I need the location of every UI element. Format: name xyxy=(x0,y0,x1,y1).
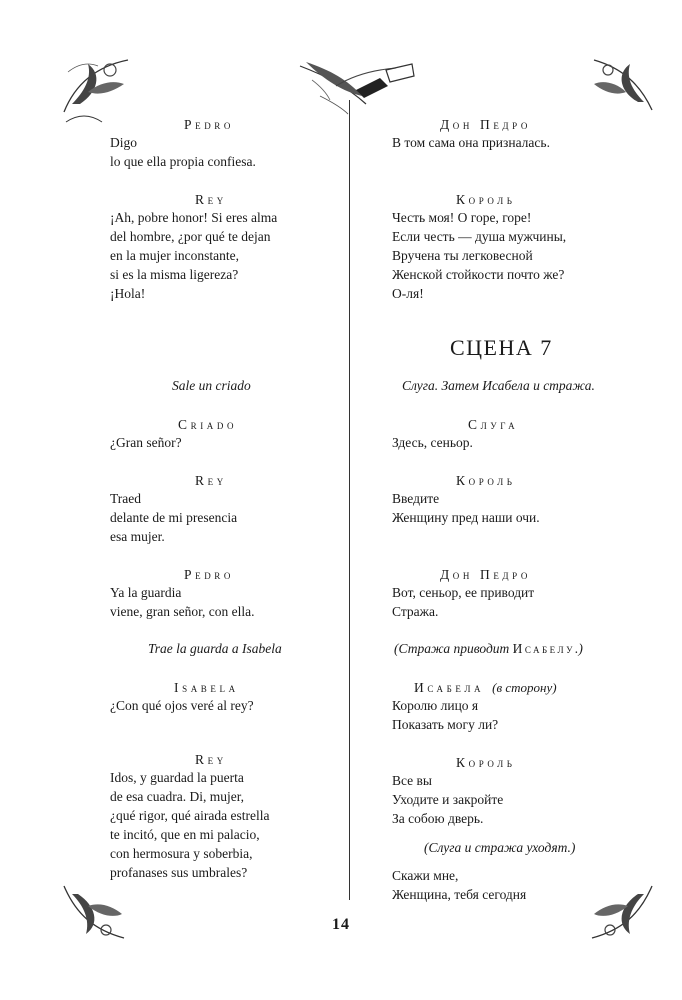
stage-text: (Стража приводит xyxy=(394,641,513,656)
speaker-name: Rey xyxy=(195,752,227,767)
verse-line: ¿qué rigor, qué airada estrella xyxy=(110,808,270,823)
speaker-name: Дон Педро xyxy=(440,117,531,132)
character-name: Исабелу xyxy=(512,641,575,656)
verse-line: В том сама она призналась. xyxy=(392,135,550,150)
speaker-name: Король xyxy=(456,755,516,770)
verse-line: Скажи мне, xyxy=(392,868,459,883)
verse-line: Ya la guardia xyxy=(110,585,182,600)
speaker-name: Дон Педро xyxy=(440,567,531,582)
speaker-name: Rey xyxy=(195,192,227,207)
verse-line: О-ля! xyxy=(392,286,424,301)
corner-ornament-bottom-right xyxy=(586,876,658,946)
speaker-label: Исабела xyxy=(414,680,485,695)
verse-line: Женской стойкости почто же? xyxy=(392,267,565,282)
speaker-name: Isabela xyxy=(174,680,239,695)
verse-line: delante de mi presencia xyxy=(110,510,238,525)
speaker-name: Слуга xyxy=(468,417,519,432)
verse-line: Женщину пред наши очи. xyxy=(392,510,540,525)
speaker-name: Pedro xyxy=(184,117,235,132)
verse-line: Вот, сеньор, ее приводит xyxy=(392,585,535,600)
speaker-name: Король xyxy=(456,473,516,488)
verse-line: profanases sus umbrales? xyxy=(110,865,248,880)
speaker-name: Король xyxy=(456,192,516,207)
page-number: 14 xyxy=(332,916,350,933)
verse-line: Королю лицо я xyxy=(392,698,479,713)
verse-line: Введите xyxy=(392,491,440,506)
verse-line: Честь моя! О горе, горе! xyxy=(392,210,532,225)
verse-line: lo que ella propia confiesa. xyxy=(110,154,256,169)
scene-title: СЦЕНА 7 xyxy=(450,335,553,360)
verse-line: Женщина, тебя сегодня xyxy=(392,887,527,902)
speaker-name xyxy=(414,680,557,696)
verse-line: ¿Con qué ojos veré al rey? xyxy=(110,698,254,713)
speaker-name: Pedro xyxy=(184,567,235,582)
verse-line: viene, gran señor, con ella. xyxy=(110,604,255,619)
speaker-name: Rey xyxy=(195,473,227,488)
verse-line: Если честь — душа мужчины, xyxy=(392,229,567,244)
verse-line: Здесь, сеньор. xyxy=(392,435,473,450)
corner-ornament-bottom-left xyxy=(58,876,130,946)
top-center-ornament xyxy=(296,56,418,118)
stage-direction: (Слуга и стража уходят.) xyxy=(424,840,576,855)
stage-direction xyxy=(394,641,583,657)
verse-line: ¡Hola! xyxy=(110,286,146,301)
verse-line: Traed xyxy=(110,491,142,506)
verse-line: del hombre, ¿por qué te dejan xyxy=(110,229,271,244)
verse-line: con hermosura y soberbia, xyxy=(110,846,253,861)
verse-line: esa mujer. xyxy=(110,529,165,544)
column-divider xyxy=(349,100,350,900)
verse-line: Idos, y guardad la puerta xyxy=(110,770,244,785)
corner-ornament-top-right xyxy=(586,52,658,124)
verse-line: Все вы xyxy=(392,773,432,788)
speaker-name: Criado xyxy=(178,417,238,432)
stage-text: .) xyxy=(574,641,583,656)
verse-line: en la mujer inconstante, xyxy=(110,248,239,263)
verse-line: Показать могу ли? xyxy=(392,717,499,732)
stage-direction: Sale un criado xyxy=(172,378,251,393)
verse-line: si es la misma ligereza? xyxy=(110,267,239,282)
verse-line: ¿Gran señor? xyxy=(110,435,182,450)
aside-direction: (в сторону) xyxy=(492,680,557,695)
verse-line: Вручена ты легковесной xyxy=(392,248,533,263)
corner-ornament-top-left xyxy=(58,52,136,130)
verse-line: te incitó, que en mi palacio, xyxy=(110,827,260,842)
verse-line: de esa cuadra. Di, mujer, xyxy=(110,789,245,804)
stage-direction: Trae la guarda a Isabela xyxy=(148,641,282,656)
verse-line: ¡Ah, pobre honor! Si eres alma xyxy=(110,210,278,225)
verse-line: Digo xyxy=(110,135,137,150)
stage-direction: Слуга. Затем Исабела и стража. xyxy=(402,378,595,393)
verse-line: Стража. xyxy=(392,604,439,619)
verse-line: Уходите и закройте xyxy=(392,792,504,807)
verse-line: За собою дверь. xyxy=(392,811,484,826)
